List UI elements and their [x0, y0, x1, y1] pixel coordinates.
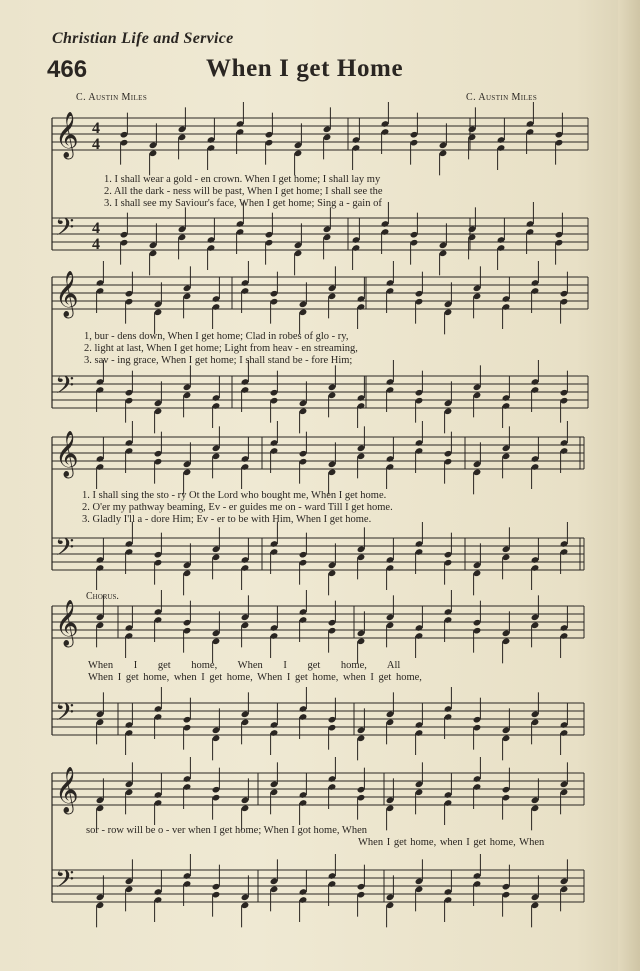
- lyric-line: sor - row will be o - ver when I get home; When I got home, When: [86, 825, 367, 836]
- lyric-line: When I get home, when I get home, When I get home, when I get home,: [88, 672, 422, 683]
- lyric-line: When I get home, When I get home, All: [88, 660, 401, 671]
- bass-clef-icon: 𝄢: [55, 698, 75, 733]
- lyric-line: 3. I shall see my Saviour's face, When I get home; Sing a - gain of: [104, 198, 382, 209]
- hymn-title: When I get Home: [206, 55, 404, 82]
- treble-clef-icon: 𝄞: [55, 112, 79, 158]
- treble-clef-icon: 𝄞: [55, 431, 79, 477]
- bass-clef-icon: 𝄢: [55, 865, 75, 900]
- lyric-line: 2. O'er my pathway beaming, Ev - er guides me on - ward Till I get home.: [82, 502, 393, 513]
- chorus-label: Chorus.: [86, 591, 119, 602]
- bass-clef-icon: 𝄢: [55, 533, 75, 568]
- treble-clef-icon: 𝄞: [55, 600, 79, 646]
- time-signature-digit: 4: [92, 136, 100, 153]
- bass-clef-icon: 𝄢: [55, 371, 75, 406]
- bass-clef-icon: 𝄢: [55, 213, 75, 248]
- lyric-line: 2. light at last, When I get home; Light from heav - en streaming,: [84, 343, 358, 354]
- lyric-line: 1. I shall sing the sto - ry Ot the Lord who bought me, When I get home.: [82, 490, 387, 501]
- lyric-line: 1, bur - dens down, When I get home; Clad in robes of glo - ry,: [84, 331, 349, 342]
- hymn-number: 466: [47, 56, 88, 83]
- lyric-line: 2. All the dark - ness will be past, When I get home; I shall see the: [104, 186, 383, 197]
- time-signature-digit: 4: [92, 236, 100, 253]
- section-header: Christian Life and Service: [52, 30, 234, 47]
- treble-clef-icon: 𝄞: [55, 271, 79, 317]
- words-credit: C. Austin Miles: [76, 92, 148, 103]
- time-signature-digit: 4: [92, 220, 100, 237]
- music-credit: C. Austin Miles: [466, 92, 538, 103]
- time-signature-digit: 4: [92, 120, 100, 137]
- lyric-line: When I get home, when I get home, When: [358, 837, 545, 848]
- treble-clef-icon: 𝄞: [55, 767, 79, 813]
- lyric-line: 3. sav - ing grace, When I get home; I shall stand be - fore Him;: [84, 355, 353, 366]
- lyric-line: 3. Gladly I'll a - dore Him; Ev - er to be with Him, When I get home.: [82, 514, 372, 525]
- lyric-line: 1. I shall wear a gold - en crown. When I get home; I shall lay my: [104, 174, 381, 185]
